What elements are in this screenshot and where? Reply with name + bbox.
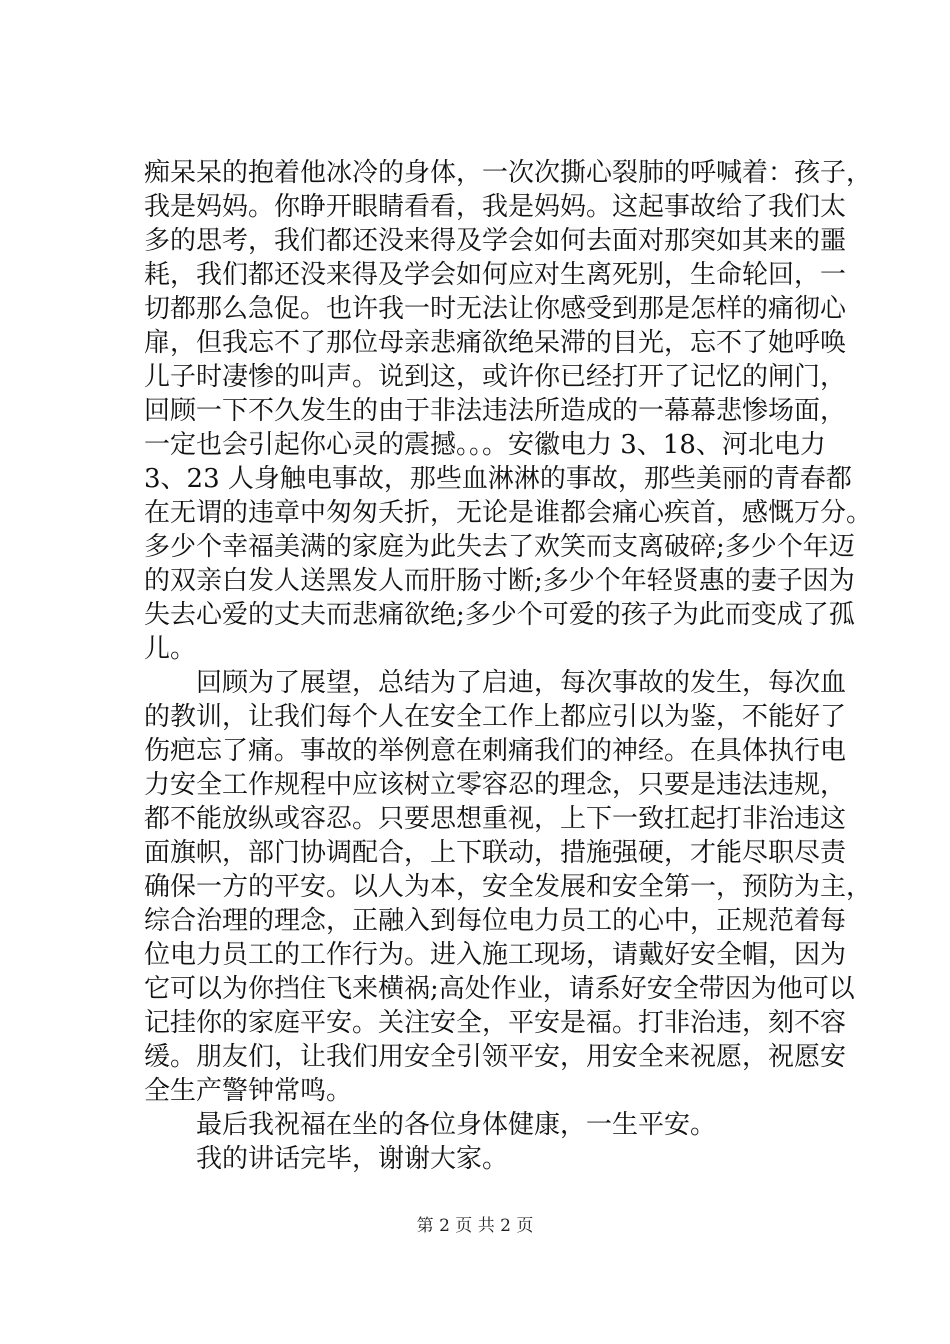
- text-line: 回顾一下不久发生的由于非法违法所造成的一幕幕悲惨场面，: [144, 396, 847, 426]
- text-line: 回顾为了展望，总结为了启迪，每次事故的发生，每次血: [144, 668, 847, 698]
- text-line: 扉，但我忘不了那位母亲悲痛欲绝呆滞的目光，忘不了她呼唤: [144, 328, 847, 358]
- text-line: 多少个幸福美满的家庭为此失去了欢笑而支离破碎;多少个年迈: [144, 532, 855, 562]
- text-line: 它可以为你挡住飞来横祸;高处作业，请系好安全带因为他可以: [144, 974, 855, 1004]
- text-line: 的双亲白发人送黑发人而肝肠寸断;多少个年轻贤惠的妻子因为: [144, 566, 855, 596]
- text-line: 在无谓的违章中匆匆夭折，无论是谁都会痛心疾首，感慨万分。: [144, 498, 873, 528]
- text-line: 失去心爱的丈夫而悲痛欲绝;多少个可爱的孩子为此而变成了孤: [144, 600, 855, 630]
- text-line: 确保一方的平安。以人为本，安全发展和安全第一，预防为主，: [144, 872, 873, 902]
- page-number-footer: 第 2 页 共 2 页: [416, 1216, 534, 1236]
- text-line: 切都那么急促。也许我一时无法让你感受到那是怎样的痛彻心: [144, 294, 847, 324]
- text-line: 一定也会引起你心灵的震撼。。。安徽电力 3、18、河北电力: [144, 430, 826, 460]
- text-line: 的教训，让我们每个人在安全工作上都应引以为鉴，不能好了: [144, 702, 847, 732]
- text-line: 耗，我们都还没来得及学会如何应对生离死别，生命轮回，一: [144, 260, 847, 290]
- document-body: [144, 156, 873, 1176]
- text-line: 全生产警钟常鸣。: [144, 1076, 353, 1106]
- text-line: 缓。朋友们，让我们用安全引领平安，用安全来祝愿，祝愿安: [144, 1042, 847, 1072]
- text-line: 最后我祝福在坐的各位身体健康，一生平安。: [144, 1110, 717, 1140]
- text-line: 力安全工作规程中应该树立零容忍的理念，只要是违法违规，: [144, 770, 847, 800]
- text-line: 我的讲话完毕，谢谢大家。: [144, 1144, 509, 1174]
- text-line: 都不能放纵或容忍。只要思想重视，上下一致扛起打非治违这: [144, 804, 847, 834]
- text-line: 我是妈妈。你睁开眼睛看看，我是妈妈。这起事故给了我们太: [144, 192, 847, 222]
- text-line: 痴呆呆的抱着他冰冷的身体，一次次撕心裂肺的呼喊着：孩子，: [144, 158, 873, 188]
- text-line: 位电力员工的工作行为。进入施工现场，请戴好安全帽，因为: [144, 940, 847, 970]
- text-line: 伤疤忘了痛。事故的举例意在刺痛我们的神经。在具体执行电: [144, 736, 847, 766]
- text-line: 多的思考，我们都还没来得及学会如何去面对那突如其来的噩: [144, 226, 847, 256]
- text-line: 3、23 人身触电事故，那些血淋淋的事故，那些美丽的青春都: [144, 464, 852, 494]
- text-line: 儿子时凄惨的叫声。说到这，或许你已经打开了记忆的闸门，: [144, 362, 847, 392]
- text-line: 儿。: [144, 634, 197, 664]
- text-line: 面旗帜，部门协调配合，上下联动，措施强硬，才能尽职尽责: [144, 838, 847, 868]
- text-line: 记挂你的家庭平安。关注安全，平安是福。打非治违，刻不容: [144, 1008, 847, 1038]
- text-line: 综合治理的理念，正融入到每位电力员工的心中，正规范着每: [144, 906, 847, 936]
